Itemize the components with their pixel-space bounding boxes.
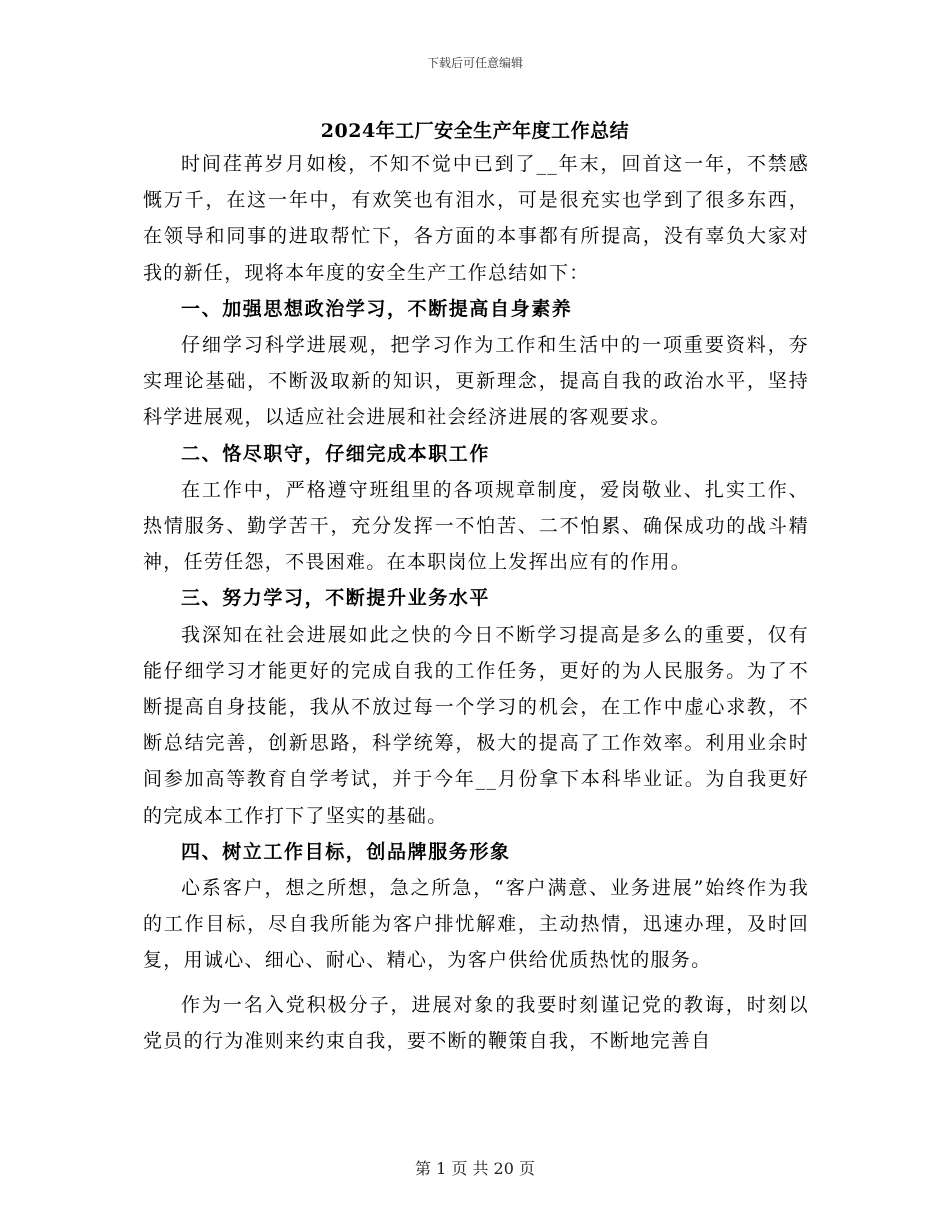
section-paragraph-4: 心系客户，想之所想，急之所急，“客户满意、业务进展”始终作为我的工作目标，尽自我所能为客户排忧解难，主动热情，迅速办理，及时回复，用诚心、细心、耐心、精心，为客户供给优质热忱的服务。 <box>143 877 809 972</box>
page-header-note: 下载后可任意编辑 <box>426 56 523 70</box>
document-title: 2024年工厂安全生产年度工作总结 <box>320 120 630 142</box>
section-heading-2: 二、恪尽职守，仔细完成本职工作 <box>181 442 491 465</box>
section-paragraph-3: 我深知在社会进展如此之快的今日不断学习提高是多么的重要，仅有能仔细学习才能更好的完成自我的工作任务，更好的为人民服务。为了不断提高自身技能，我从不放过每一个学习的机会，在工作中虚心求教，不断总结完善，创新思路，科学统筹，极大的提高了工作效率。利用业余时间参加高等教育自学考试，并于今年__月份拿下本科毕业证。为自我更好的完成本工作打下了坚实的基础。 <box>143 623 809 827</box>
intro-paragraph: 时间荏苒岁月如梭，不知不觉中已到了__年末，回首这一年，不禁感慨万千，在这一年中，有欢笑也有泪水，可是很充实也学到了很多东西，在领导和同事的进取帮忙下，各方面的本事都有所提高，没有辜负大家对我的新任，现将本年度的安全生产工作总结如下： <box>143 153 809 284</box>
page-number-footer: 第 1 页 共 20 页 <box>415 1159 535 1178</box>
section-heading-4: 四、树立工作目标，创品牌服务形象 <box>181 840 511 863</box>
document-body <box>143 146 809 1059</box>
section-heading-3: 三、努力学习，不断提升业务水平 <box>181 587 491 610</box>
section-paragraph-2: 在工作中，严格遵守班组里的各项规章制度，爱岗敬业、扎实工作、热情服务、勤学苦干，充分发挥一不怕苦、二不怕累、确保成功的战斗精神，任劳任怨，不畏困难。在本职岗位上发挥出应有的作用。 <box>143 478 809 574</box>
closing-paragraph: 作为一名入党积极分子，进展对象的我要时刻谨记党的教诲，时刻以党员的行为准则来约束自我，要不断的鞭策自我，不断地完善自 <box>143 993 809 1052</box>
section-paragraph-1: 仔细学习科学进展观，把学习作为工作和生活中的一项重要资料，夯实理论基础，不断汲取新的知识，更新理念，提高自我的政治水平，坚持科学进展观，以适应社会进展和社会经济进展的客观要求。 <box>143 334 809 429</box>
section-heading-1: 一、加强思想政治学习，不断提高自身素养 <box>181 297 573 320</box>
